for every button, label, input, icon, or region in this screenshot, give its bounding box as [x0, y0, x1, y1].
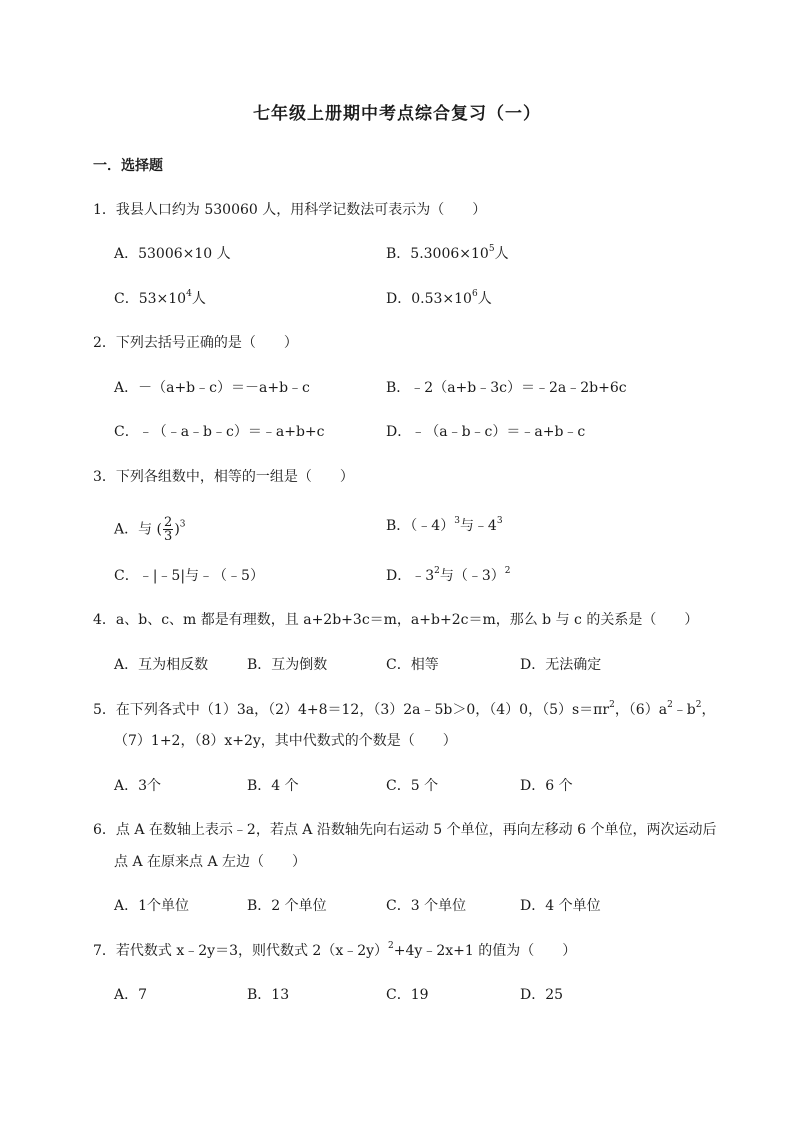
q4-option-a: A．互为相反数: [114, 657, 209, 673]
q5-option-b: B．4 个: [247, 778, 299, 794]
q7-option-c: C．19: [386, 987, 429, 1003]
q3-option-a: A．与 ( $\frac{2}{3}$ )$^3$: [114, 515, 186, 544]
q7-option-a: A．7: [114, 987, 148, 1003]
page-title: 七年级上册期中考点综合复习（一）: [253, 104, 541, 124]
q1-option-b: B．$5.3006\times 10^5$人: [386, 244, 509, 262]
q2-option-b: B．﹣2（a+b﹣3c）＝﹣2a﹣2b+6c: [386, 380, 627, 396]
q6-option-a: A．1个单位: [114, 898, 190, 914]
q4-option-d: D．无法确定: [520, 657, 602, 673]
q3-option-c: C．﹣|﹣5|与﹣（﹣5）: [114, 568, 264, 584]
question-5-stem-line1: 5．在下列各式中（1）3a，（2）4+8＝12，（3）2a﹣5b＞0，（4）0，$(5)s=\pi r^2$，$(6)a^2﹣b^2$，: [93, 700, 716, 718]
q5-option-d: D．6 个: [520, 778, 573, 794]
q1-option-a: A．53006×10 人: [114, 246, 231, 262]
question-2-stem: 2．下列去括号正确的是（ ）: [93, 335, 298, 351]
q2-option-c: C．﹣（﹣a﹣b﹣c）＝﹣a+b+c: [114, 424, 325, 440]
q2-option-a: A．－（a+b﹣c）＝－a+b﹣c: [114, 380, 310, 396]
q3-option-d: D．$﹣3^2$与（﹣3）$^2$: [386, 566, 511, 584]
q1-option-d: D．$0.53\times 10^6$人: [386, 289, 492, 307]
question-1-stem: 1．我县人口约为 530060 人，用科学记数法可表示为（ ）: [93, 202, 487, 218]
q2-option-d: D．﹣（a﹣b﹣c）＝﹣a+b﹣c: [386, 424, 586, 440]
q5-option-a: A．3个: [114, 778, 162, 794]
q1-option-c: C．$53\times 10^4$人: [114, 289, 206, 307]
question-7-stem: 7．若代数式 x﹣2y＝3，则代数式 2（x﹣2y）$^2$+4y﹣2x+1 的值为（ ）: [93, 941, 577, 959]
q6-option-c: C．3 个单位: [386, 898, 467, 914]
q7-option-b: B．13: [247, 987, 290, 1003]
question-6-stem-line2: 点 A 在原来点 A 左边（ ）: [114, 854, 307, 870]
question-5-stem-line2: （7）1+2，（8）x+2y，其中代数式的个数是（ ）: [114, 733, 457, 749]
question-6-stem-line1: 6．点 A 在数轴上表示﹣2，若点 A 沿数轴先向右运动 5 个单位，再向左移动 6 个单位，两次运动后: [93, 822, 717, 838]
q6-option-b: B．2 个单位: [247, 898, 327, 914]
q6-option-d: D．4 个单位: [520, 898, 601, 914]
fraction: $\frac{2}{3}$: [164, 515, 173, 544]
q5-option-c: C．5 个: [386, 778, 439, 794]
q4-option-c: C．相等: [386, 657, 439, 673]
q7-option-d: D．25: [520, 987, 564, 1003]
q3-option-b: B．（﹣4）$^3$与$﹣4^3$: [386, 516, 503, 534]
question-3-stem: 3．下列各组数中，相等的一组是（ ）: [93, 469, 354, 485]
question-4-stem: 4．a、b、c、m 都是有理数，且 a+2b+3c＝m，a+b+2c＝m，那么 b 与 c 的关系是（ ）: [93, 612, 699, 628]
section-heading: 一．选择题: [93, 158, 163, 174]
q4-option-b: B．互为倒数: [247, 657, 328, 673]
